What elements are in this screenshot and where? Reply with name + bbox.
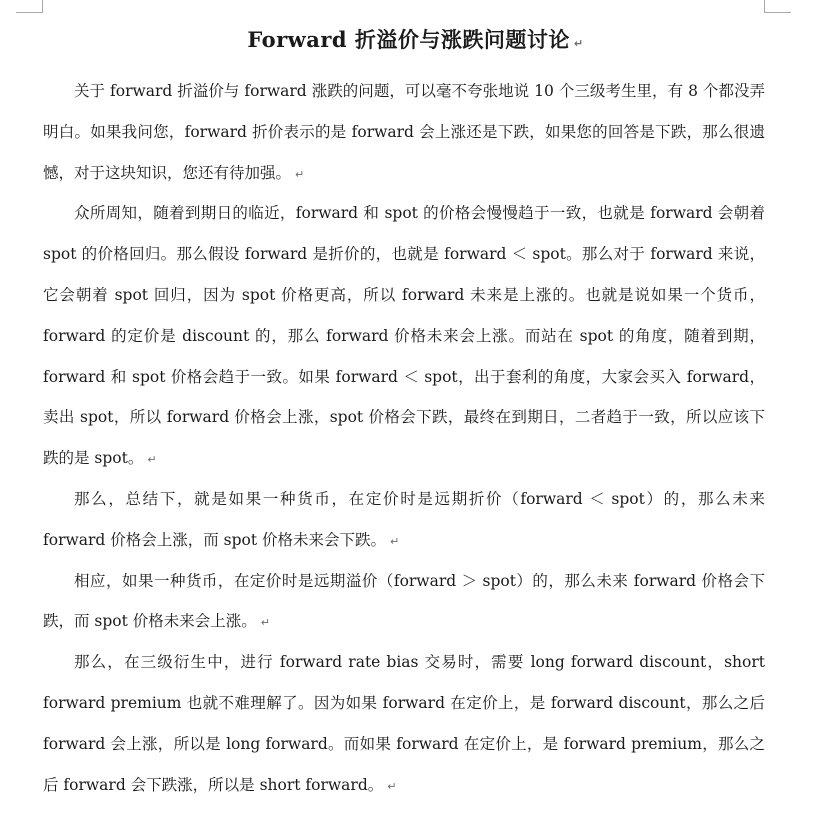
paragraph-mark-icon: ↵ [390, 534, 400, 548]
paragraph-5 [43, 642, 765, 805]
paragraph-text: 那么，总结下，就是如果一种货币，在定价时是远期折价（forward ＜ spot）的，那么未来 forward 价格会上涨，而 spot 价格未来会下跌。 [43, 489, 765, 549]
document-title-text: Forward 折溢价与涨跌问题讨论 [247, 27, 570, 52]
paragraph-4 [43, 561, 765, 643]
paragraph-mark-icon: ↵ [147, 453, 157, 467]
paragraph-3 [43, 479, 765, 561]
paragraph-text: 众所周知，随着到期日的临近，forward 和 spot 的价格会慢慢趋于一致，也就是 forward 会朝着 spot 的价格回归。那么假设 forward 是折价的，也就是 forward ＜ spot。那么对于 forward 来说，它会朝着 spot 回归，因为 spot 价格更高，所以 forward 未来是上涨的。也就是说如果一个货币，forward 的定价是 discount 的，那么 forward 价格未来会上涨。而站在 spot 的角度，随着到期，forward 和 spot 价格会趋于一致。如果 forward ＜ spot，出于套利的角度，大家会买入 forward，卖出 spot，所以 forward 价格会上涨，spot 价格会下跌，最终在到期日，二者趋于一致，所以应该下跌的是 spot。 [43, 204, 765, 468]
paragraph-2 [43, 193, 765, 479]
paragraph-1 [43, 71, 765, 193]
document-title [0, 24, 831, 54]
paragraph-mark-icon: ↵ [573, 37, 584, 50]
document-body [43, 71, 765, 805]
paragraph-mark-icon: ↵ [295, 167, 305, 181]
paragraph-text: 关于 forward 折溢价与 forward 涨跌的问题，可以毫不夸张地说 10 个三级考生里，有 8 个都没弄明白。如果我问您，forward 折价表示的是 forward 会上涨还是下跌，如果您的回答是下跌，那么很遗憾，对于这块知识，您还有待加强。 [43, 82, 765, 182]
paragraph-mark-icon: ↵ [260, 616, 271, 630]
paragraph-text: 那么，在三级衍生中，进行 forward rate bias 交易时，需要 long forward discount，short forward premium 也就不难理解了。因为如果 forward 在定价上，是 forward discount，那么之后 forward 会上涨，所以是 long forward。而如果 forward 在定价上，是 forward premium，那么之后 forward 会下跌涨，所以是 short forward。 [43, 653, 765, 794]
crop-mark-top-right [764, 0, 791, 13]
paragraph-mark-icon: ↵ [387, 779, 397, 793]
crop-mark-top-left [16, 0, 43, 13]
paragraph-text: 相应，如果一种货币，在定价时是远期溢价（forward ＞ spot）的，那么未来 forward 价格会下跌，而 spot 价格未来会上涨。 [43, 571, 765, 631]
